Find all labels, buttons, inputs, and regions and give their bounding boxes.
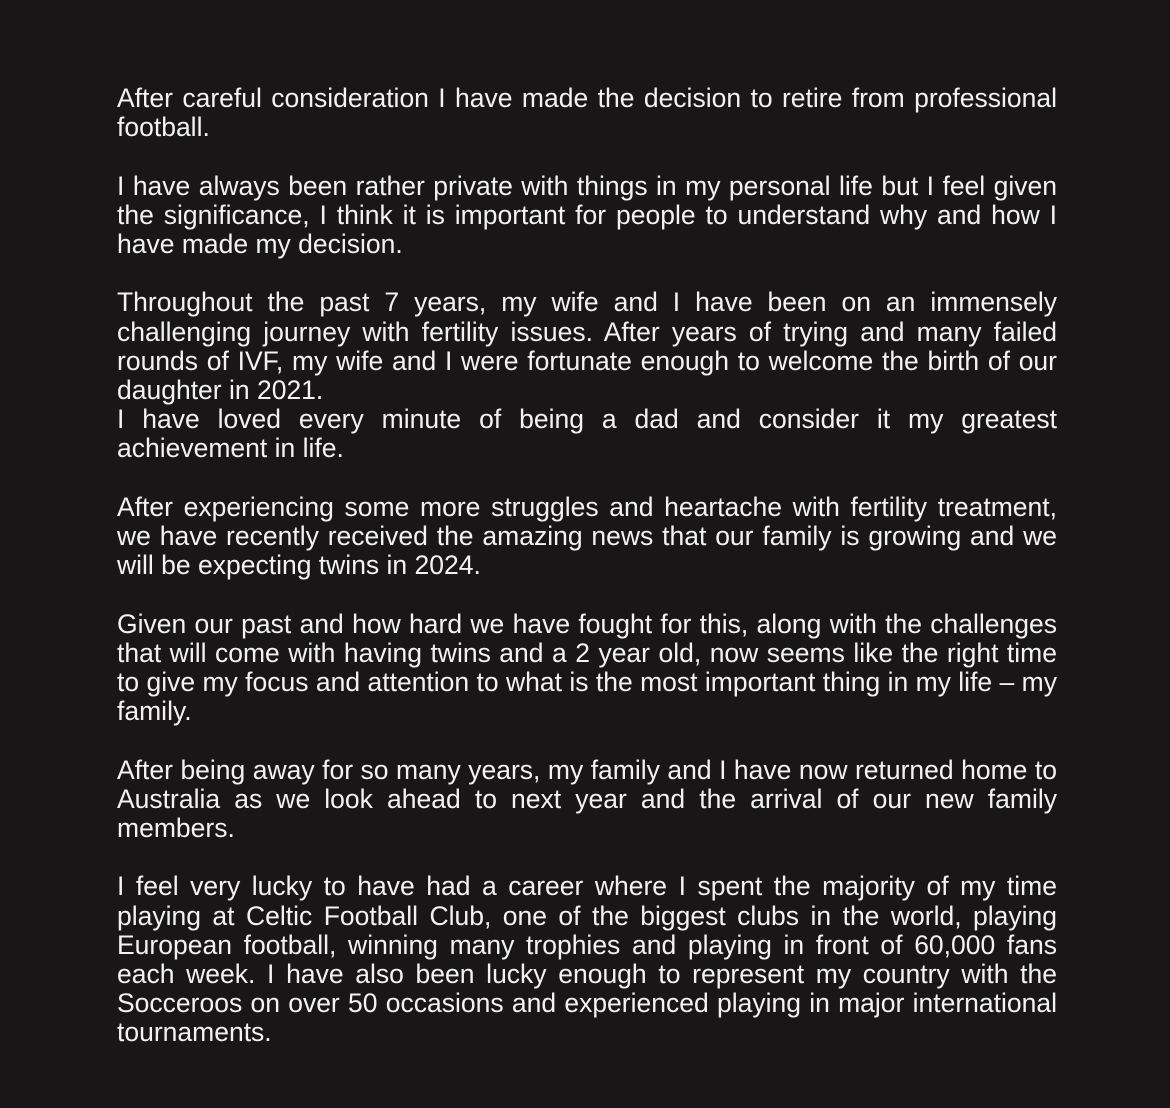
paragraph-return-home	[117, 756, 1057, 844]
paragraph-text: After experiencing some more struggles and heartache with fertility treatment, we have recently received the amazing news that our family is growing and we will be expecting twins in 2024.	[117, 491, 1057, 581]
paragraph-text: After being away for so many years, my family and I have now returned home to Australia as we look ahead to next year and the arrival of our new family members.	[117, 754, 1057, 843]
paragraph-privacy	[117, 172, 1057, 260]
paragraph-text: I feel very lucky to have had a career where I spent the majority of my time playing at Celtic Football Club, one of the biggest clubs in the world, playing European football, winning many trophies and playing in front of 60,000 fans each week. I have also been lucky enough to represent my country with the Socceroos on over 50 occasions and experienced playing in major international tournaments.	[117, 871, 1057, 1048]
paragraph-text: I have loved every minute of being a dad and consider it my greatest achievement in life.	[117, 404, 1057, 464]
paragraph-text: After careful consideration I have made the decision to retire from professional football.	[117, 83, 1057, 143]
paragraph-text: Given our past and how hard we have fought for this, along with the challenges that will come with having twins and a 2 year old, now seems like the right time to give my focus and attention to what is the most important thing in my life – my family.	[117, 608, 1057, 727]
paragraph-text: I have always been rather private with things in my personal life but I feel given the significance, I think it is important for people to understand why and how I have made my decision.	[117, 170, 1057, 259]
paragraph-fertility-journey	[117, 288, 1057, 463]
paragraph-career-reflection	[117, 872, 1057, 1047]
paragraph-text: Throughout the past 7 years, my wife and I have been on an immensely challenging journey with fertility issues. After years of trying and many failed rounds of IVF, my wife and I were fortunate enough to welcome the birth of our daughter in 2021.	[117, 287, 1057, 405]
retirement-statement	[117, 84, 1057, 1048]
paragraph-family-focus	[117, 610, 1057, 727]
paragraph-retirement-decision	[117, 84, 1057, 142]
paragraph-twins-news	[117, 493, 1057, 581]
